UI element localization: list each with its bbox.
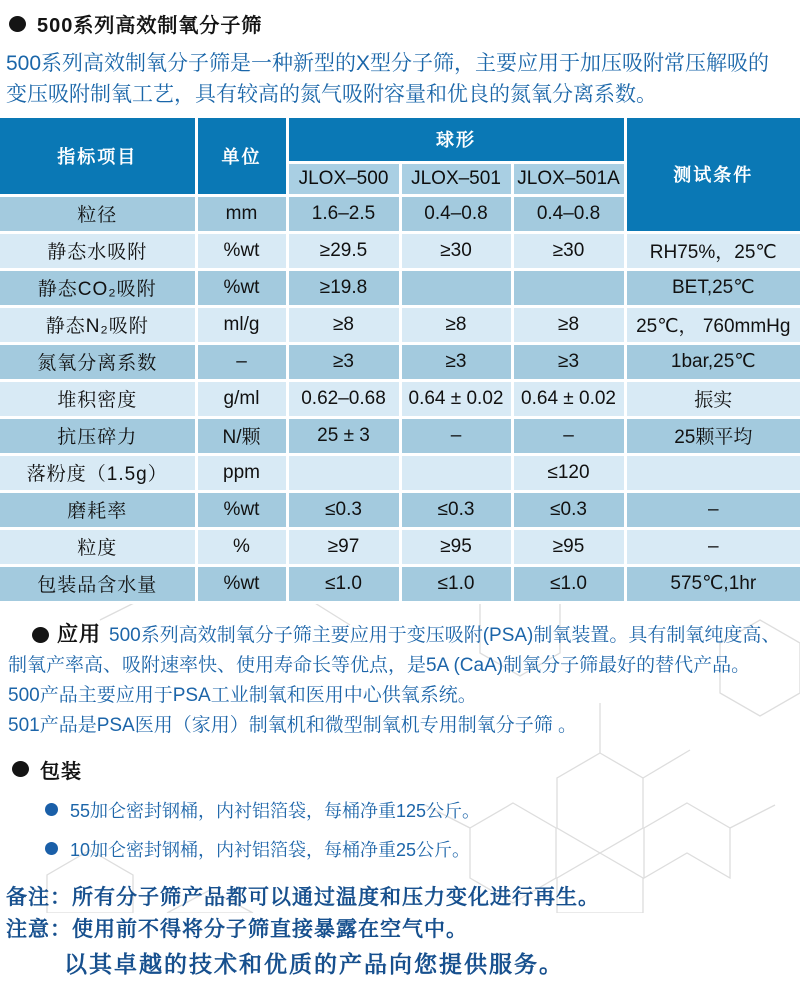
header-shape: 球形 <box>287 118 625 162</box>
footer-notes <box>6 882 794 982</box>
slogan-line: 以其卓越的技术和优质的产品向您提供服务。 <box>64 950 564 977</box>
bullet-icon <box>12 761 29 777</box>
application-text: 500系列高效制氧分子筛主要应用于变压吸附(PSA)制氧装置。具有制氧纯度高、制氧产率高、吸附速率快、使用寿命长等优点，是5A (CaA)制氧分子筛最好的替代产品。 <box>8 624 781 676</box>
cell-unit: %wt <box>196 565 287 602</box>
row-label: 静态CO₂吸附 <box>0 269 196 306</box>
row-label: 粒度 <box>0 528 196 565</box>
row-label: 磨耗率 <box>0 491 196 528</box>
cell-value: 0.64 ± 0.02 <box>400 380 512 417</box>
row-label: 静态N₂吸附 <box>0 306 196 343</box>
table-row <box>0 417 800 454</box>
cell-test: – <box>625 491 800 528</box>
cell-test: 25颗平均 <box>625 417 800 454</box>
cell-unit: N/颗 <box>196 417 287 454</box>
cell-value: – <box>400 417 512 454</box>
bullet-icon <box>45 803 58 816</box>
packaging-item <box>45 836 792 862</box>
cell-test: RH75%，25℃ <box>625 232 800 269</box>
cell-unit: – <box>196 343 287 380</box>
row-label: 堆积密度 <box>0 380 196 417</box>
packaging-item-text: 55加仑密封钢桶，内衬铝箔袋，每桶净重125公斤。 <box>70 800 481 821</box>
table-row <box>0 454 800 491</box>
cell-test: BET,25℃ <box>625 269 800 306</box>
bullet-icon <box>9 16 26 32</box>
cell-value: ≥3 <box>512 343 625 380</box>
packaging-header <box>12 755 792 784</box>
cell-unit: %wt <box>196 232 287 269</box>
application-line-500: 500产品主要应用于PSA工业制氧和医用中心供氧系统。 <box>8 684 477 706</box>
row-label: 氮氧分离系数 <box>0 343 196 380</box>
cell-value <box>512 269 625 306</box>
cell-value: ≥97 <box>287 528 400 565</box>
cell-unit: mm <box>196 195 287 232</box>
cell-value: ≤0.3 <box>512 491 625 528</box>
cell-value: ≥19.8 <box>287 269 400 306</box>
table-row <box>0 528 800 565</box>
cell-value: – <box>512 417 625 454</box>
packaging-item <box>45 797 792 823</box>
cell-value <box>400 454 512 491</box>
table-row <box>0 343 800 380</box>
cell-value: ≥30 <box>512 232 625 269</box>
intro-paragraph: 500系列高效制氧分子筛是一种新型的X型分子筛，主要应用于加压吸附常压解吸的变压吸附制氧工艺，具有较高的氮气吸附容量和优良的氮氧分离系数。 <box>6 52 770 106</box>
cell-unit: %wt <box>196 491 287 528</box>
remark-line: 备注：所有分子筛产品都可以通过温度和压力变化进行再生。 <box>6 885 600 909</box>
cell-value: ≥95 <box>400 528 512 565</box>
cell-test: 1bar,25℃ <box>625 343 800 380</box>
cell-test: – <box>625 528 800 565</box>
cell-test <box>625 454 800 491</box>
table-row <box>0 565 800 602</box>
table-row <box>0 232 800 269</box>
cell-value: ≤1.0 <box>512 565 625 602</box>
cell-value: 0.4–0.8 <box>512 195 625 232</box>
header-model-jlox-501a: JLOX–501A <box>512 162 625 195</box>
application-paragraph <box>8 620 792 681</box>
cell-unit: ml/g <box>196 306 287 343</box>
table-row <box>0 491 800 528</box>
cell-value: ≤1.0 <box>400 565 512 602</box>
table-row <box>0 380 800 417</box>
cell-value <box>287 454 400 491</box>
page-header <box>0 0 800 38</box>
cell-value: ≥8 <box>287 306 400 343</box>
header-indicator: 指标项目 <box>0 118 196 195</box>
bullet-icon <box>45 842 58 855</box>
cell-unit: % <box>196 528 287 565</box>
cell-value: ≤0.3 <box>287 491 400 528</box>
cell-value: 0.64 ± 0.02 <box>512 380 625 417</box>
cell-value: 0.62–0.68 <box>287 380 400 417</box>
table-row <box>0 306 800 343</box>
cell-value: ≥8 <box>512 306 625 343</box>
cell-unit: ppm <box>196 454 287 491</box>
cell-value: ≤120 <box>512 454 625 491</box>
cell-value: ≥29.5 <box>287 232 400 269</box>
header-unit: 单位 <box>196 118 287 195</box>
cell-test: 25℃， 760mmHg <box>625 306 800 343</box>
cell-value: ≥8 <box>400 306 512 343</box>
application-line-501: 501产品是PSA医用（家用）制氧机和微型制氧机专用制氧分子筛 。 <box>8 714 577 736</box>
spec-table <box>0 118 800 604</box>
cell-unit: %wt <box>196 269 287 306</box>
cell-value: ≤1.0 <box>287 565 400 602</box>
cell-test: 575℃,1hr <box>625 565 800 602</box>
application-heading: 应用 <box>57 622 101 646</box>
cell-value: 25 ± 3 <box>287 417 400 454</box>
cell-value <box>400 269 512 306</box>
row-label: 粒径 <box>0 195 196 232</box>
cell-value: 1.6–2.5 <box>287 195 400 232</box>
row-label: 静态水吸附 <box>0 232 196 269</box>
cell-value: ≤0.3 <box>400 491 512 528</box>
packaging-item-text: 10加仑密封钢桶，内衬铝箔袋，每桶净重25公斤。 <box>70 839 471 860</box>
cell-value: ≥30 <box>400 232 512 269</box>
cell-value: ≥95 <box>512 528 625 565</box>
caution-line: 注意：使用前不得将分子筛直接暴露在空气中。 <box>6 917 468 941</box>
bullet-icon <box>32 627 49 643</box>
application-section <box>8 620 792 741</box>
row-label: 落粉度（1.5g） <box>0 454 196 491</box>
header-model-jlox-501: JLOX–501 <box>400 162 512 195</box>
cell-test: 振实 <box>625 380 800 417</box>
row-label: 抗压碎力 <box>0 417 196 454</box>
page-title: 500系列高效制氧分子筛 <box>37 15 263 37</box>
cell-value: 0.4–0.8 <box>400 195 512 232</box>
packaging-heading: 包装 <box>40 760 82 783</box>
cell-value: ≥3 <box>287 343 400 380</box>
cell-value: ≥3 <box>400 343 512 380</box>
row-label: 包装品含水量 <box>0 565 196 602</box>
header-model-jlox-500: JLOX–500 <box>287 162 400 195</box>
packaging-section <box>12 755 792 862</box>
cell-unit: g/ml <box>196 380 287 417</box>
header-test-conditions: 测试条件 <box>625 118 800 232</box>
table-row <box>0 269 800 306</box>
